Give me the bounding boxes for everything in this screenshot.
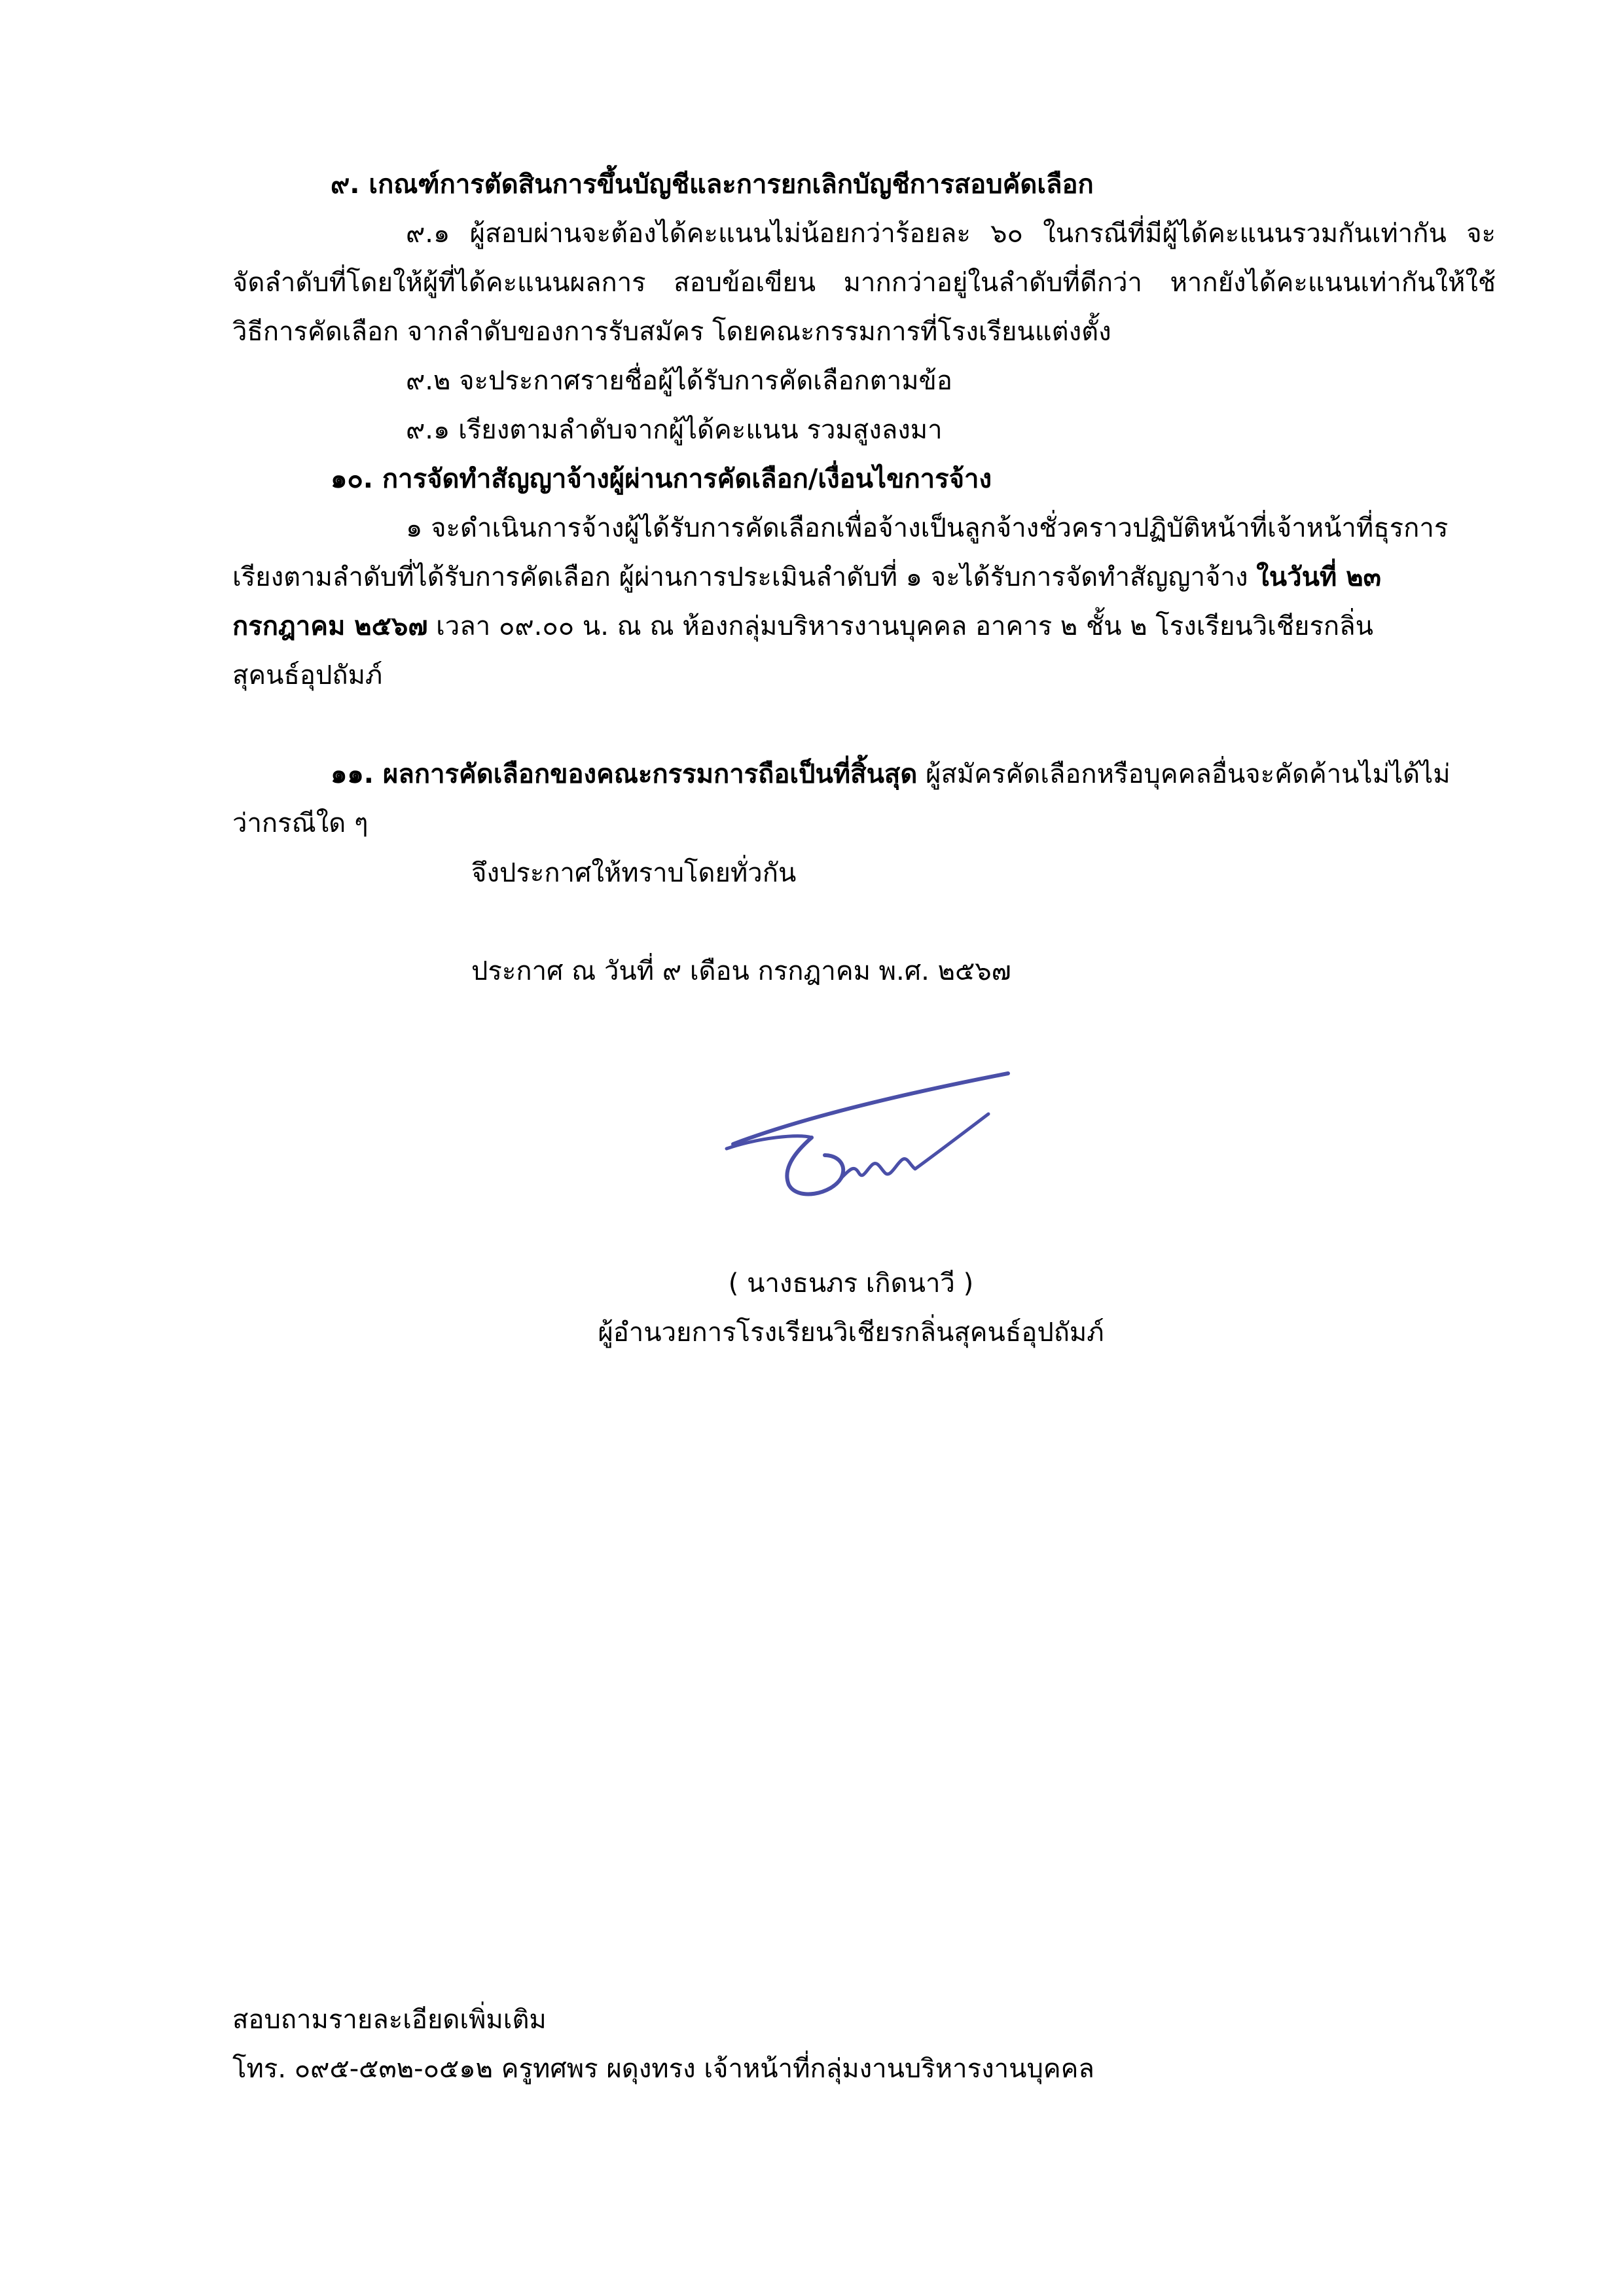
contract-date-month-year: กรกฎาคม ๒๕๖๗ [232, 611, 428, 641]
section-11-line-1 [331, 757, 1451, 791]
section-11-text: ผู้สมัครคัดเลือกหรือบุคคลอื่นจะคัดค้านไม่ได้ไม่ [917, 759, 1451, 789]
section-9-1-line-2: จัดลำดับที่โดยให้ผู้ที่ได้คะแนนผลการ สอบข้อเขียน มากกว่าอยู่ในลำดับที่ดีกว่า หากยังได้คะแนนเท่ากันให้ใช้ [232, 268, 1496, 298]
signature-stroke-d [787, 1138, 843, 1194]
contact-phone-line: โทร. ๐๙๕-๕๓๒-๐๕๑๒ ครูทศพร ผดุงทรง เจ้าหน้าที่กลุ่มงานบริหารงานบุคคล [232, 2054, 1094, 2084]
section-10-line-4: สุคนธ์อุปถัมภ์ [232, 660, 383, 691]
section-11-heading: ๑๑. ผลการคัดเลือกของคณะกรรมการถือเป็นที่สิ้นสุด [331, 759, 918, 789]
signature-stroke-tail [841, 1114, 988, 1178]
contract-date-day: ในวันที่ ๒๓ [1256, 562, 1381, 592]
section-9-heading: ๙. เกณฑ์การตัดสินการขึ้นบัญชีและการยกเลิกบัญชีการสอบคัดเลือก [331, 170, 1094, 200]
section-10-line-2 [232, 560, 1381, 594]
signatory-name: ( นางธนภร เกิดนาวี ) [728, 1268, 974, 1299]
section-9-1-line-1: ๙.๑ ผู้สอบผ่านจะต้องได้คะแนนไม่น้อยกว่าร้อยละ ๖๐ ในกรณีที่มีผู้ได้คะแนนรวมกันเท่ากัน จะ [406, 219, 1496, 249]
section-10-line-3 [232, 609, 1373, 643]
section-10-line-1: ๑ จะดำเนินการจ้างผู้ได้รับการคัดเลือกเพื่อจ้างเป็นลูกจ้างชั่วคราวปฏิบัติหน้าที่เจ้าหน้าที่ธุรการ [406, 513, 1449, 543]
section-9-1-ranking: ๙.๑ เรียงตามลำดับจากผู้ได้คะแนน รวมสูงลงมา [406, 415, 943, 445]
section-9-2: ๙.๒ จะประกาศรายชื่อผู้ได้รับการคัดเลือกตามข้อ [406, 366, 952, 396]
section-10-line-3-text: เวลา ๐๙.๐๐ น. ณ ณ ห้องกลุ่มบริหารงานบุคคล อาคาร ๒ ชั้น ๒ โรงเรียนวิเชียรกลิ่น [427, 611, 1373, 641]
section-11-line-2: ว่ากรณีใด ๆ [232, 808, 369, 838]
signature-image [720, 1060, 1034, 1217]
announcement-notice: จึงประกาศให้ทราบโดยทั่วกัน [471, 858, 797, 888]
section-10-heading: ๑๐. การจัดทำสัญญาจ้างผู้ผ่านการคัดเลือก/เงื่อนไขการจ้าง [331, 464, 992, 494]
contact-label: สอบถามรายละเอียดเพิ่มเติม [232, 2005, 547, 2035]
announcement-date: ประกาศ ณ วันที่ ๙ เดือน กรกฎาคม พ.ศ. ๒๕๖๗ [471, 956, 1011, 986]
section-9-1-line-3: วิธีการคัดเลือก จากลำดับของการรับสมัคร โดยคณะกรรมการที่โรงเรียนแต่งตั้ง [232, 317, 1111, 347]
section-10-line-2-text: เรียงตามลำดับที่ได้รับการคัดเลือก ผู้ผ่านการประเมินลำดับที่ ๑ จะได้รับการจัดทำสัญญาจ้าง [232, 562, 1257, 592]
signatory-position: ผู้อำนวยการโรงเรียนวิเชียรกลิ่นสุคนธ์อุปถัมภ์ [598, 1318, 1104, 1348]
signature-stroke-top [733, 1073, 1008, 1144]
